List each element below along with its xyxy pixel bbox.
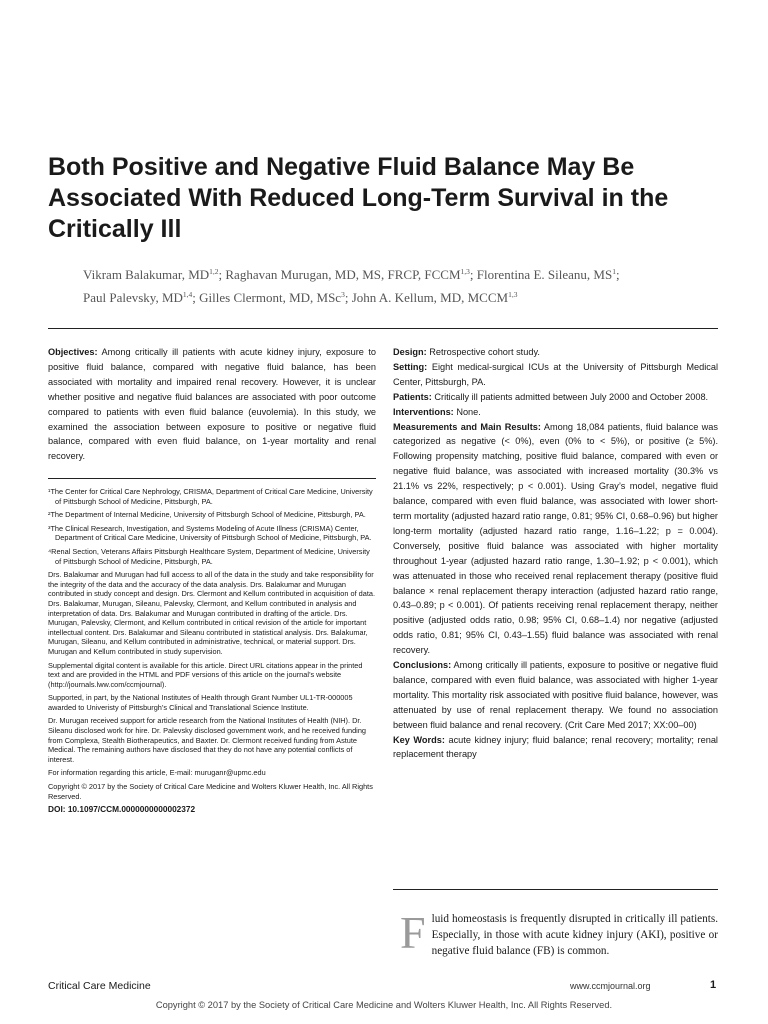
abstract-measurements	[393, 420, 718, 659]
abstract-keywords	[393, 733, 718, 763]
funding-note: Supported, in part, by the National Institutes of Health through Grant Number UL1-TR-000005 awarded to Univeristy of Pittsburgh’s Clinical and Translational Science Institute.	[48, 693, 353, 712]
author-affiliation: 1,3	[508, 290, 518, 299]
interventions-label: Interventions:	[393, 406, 454, 417]
design-text: Retrospective cohort study.	[429, 347, 540, 357]
author-line-2	[83, 286, 733, 309]
author-separator: ;	[615, 267, 620, 282]
author-affiliation: 1,4	[182, 290, 193, 299]
author-name: Vikram Balakumar, MD	[83, 267, 210, 282]
author-separator: ;	[344, 290, 352, 305]
copyright-note: Copyright © 2017 by the Society of Critical Care Medicine and Wolters Kluwer Health, Inc. All Rights Reserved.	[48, 782, 373, 801]
objectives-label: Objectives:	[48, 347, 98, 357]
author-separator: ;	[192, 290, 200, 305]
measurements-label: Measurements and Main Results:	[393, 421, 541, 432]
affiliation-3: ³The Clinical Research, Investigation, and Systems Modeling of Acute Illness (CRISMA) Center, Department of Critical Care Medicine, University of Pittsburgh School of Medicine, Pittsburgh, PA.	[48, 523, 372, 543]
page-number: 1	[710, 979, 717, 991]
keywords-label: Key Words:	[393, 734, 445, 745]
introduction-paragraph	[400, 907, 718, 959]
setting-label: Setting:	[393, 361, 428, 372]
contact-email: For information regarding this article, E-mail: muruganr@upmc.edu	[48, 768, 266, 778]
author-separator: ;	[218, 267, 226, 282]
author-list	[83, 263, 733, 309]
journal-name: Critical Care Medicine	[48, 980, 151, 992]
patients-text: Critically ill patients admitted between July 2000 and October 2008.	[434, 391, 709, 402]
author-name: Gilles Clermont, MD, MSc	[199, 290, 342, 305]
author-affiliation: 3	[341, 290, 345, 299]
author-name: Paul Palevsky, MD	[83, 290, 183, 305]
doi: DOI: 10.1097/CCM.0000000000002372	[48, 804, 196, 815]
abstract-conclusions	[393, 658, 718, 733]
author-affiliation: 1,2	[209, 267, 219, 276]
author-name: Florentina E. Sileanu, MS	[476, 267, 613, 282]
author-affiliation: 1	[612, 267, 616, 276]
affiliation-1: ¹The Center for Critical Care Nephrology, CRISMA, Department of Critical Care Medicine, University of Pittsburgh School of Medicine, Pittsburgh, PA.	[48, 487, 373, 506]
affiliation-4: ⁴Renal Section, Veterans Affairs Pittsburgh Healthcare System, Department of Medicine, University of Pittsburgh School of Medicine, Pittsburgh, PA.	[48, 546, 370, 566]
journal-url[interactable]: www.ccmjournal.org	[570, 981, 651, 991]
setting-text: Eight medical-surgical ICUs at the University of Pittsburgh Medical Center, Pittsburgh, PA.	[393, 361, 718, 387]
abstract-right-column	[393, 345, 718, 762]
design-label: Design:	[393, 347, 427, 357]
footnotes	[48, 487, 376, 819]
measurements-text: Among 18,084 patients, fluid balance was categorized as negative (< 0%), even (0% to < 5%), or positive (≥ 5%). Following propensity matching, positive fluid balance, compared with even or negative fluid balance, was associated with increased mortality (30.3% vs 21.1% vs 22%, respectively; p < 0.001). Using Gray’s model, negative fluid balance, compared with even fluid balance, was associated with lower short-term mortality (adjusted hazard ratio range, 0.81; 95% CI, 0.68–0.96) but higher long-term mortality (adjusted hazard ratio range, 1.16–1.22; p = 0.004). Conversely, positive fluid balance was associated with higher mortality throughout 1-year (adjusted hazard ratio range, 1.30–1.92; p < 0.001), which was attenuated in those who received renal replacement therapy (positive fluid balance × renal replacement therapy interaction (adjusted hazard ratio range, 0.43–0.89; p < 0.001). Of patients receiving renal replacement therapy, neither positive (adjusted odds ratio, 0.98; 95% CI, 0.68–1.4) nor negative (adjusted odds ratio, 0.81; 95% CI, 0.43–1.55) fluid balance was associated with renal recovery.	[393, 421, 719, 656]
abstract-objectives	[48, 345, 376, 464]
page-copyright: Copyright © 2017 by the Society of Critical Care Medicine and Wolters Kluwer Health, Inc. All Rights Reserved.	[155, 1000, 613, 1010]
objectives-text: Among critically ill patients with acute kidney injury, exposure to positive fluid balance, compared with negative fluid balance, has been associated with mortality and impaired renal recovery. However, it is unclear whether positive and negative fluid balances are associated with poor outcome compared to patients with even fluid balance (euvolemia). In this study, we examined the association between exposure to positive or negative fluid balance, compared with even fluid balance, on 1-year mortality and renal recovery.	[48, 347, 376, 462]
abstract-end-divider	[393, 889, 718, 890]
affiliation-2: ²The Department of Internal Medicine, University of Pittsburgh School of Medicine, Pittsburgh, PA.	[48, 510, 366, 520]
abstract-interventions	[393, 405, 718, 420]
abstract-patients	[393, 390, 718, 405]
abstract-footnote-divider	[48, 478, 376, 479]
header-divider	[48, 328, 718, 329]
author-name: Raghavan Murugan, MD, MS, FRCP, FCCM	[225, 267, 461, 282]
abstract-setting	[393, 360, 718, 390]
author-name: John A. Kellum, MD, MCCM	[351, 290, 509, 305]
author-contributions: Drs. Balakumar and Murugan had full access to all of the data in the study and take responsibility for the integrity of the data and the accuracy of the data analysis. Drs. Balakumar and Murugan contributed in study concept and design. Drs. Clermont and Kellum contributed in acquisition of data. Drs. Balakumar, Murugan, Sileanu, Palevsky, Clermont, and Kellum contributed in analysis and interpretation of data. Drs. Balakumar and Murugan contributed in drafting of the article. Drs. Murugan, Palevsky, Clermont, and Kellum contributed in critical revision of the article for important intellectual content. Drs. Balakumar and Sileanu contributed in statistical analysis. Drs. Balakumar, Murugan, Sileanu, and Kellum contributed in administrative, technical, or material support. Drs. Murugan and Kellum contributed in study supervision.	[48, 570, 375, 656]
supplemental-note: Supplemental digital content is available for this article. Direct URL citations appear in the printed text and are provided in the HTML and PDF versions of this article on the journal’s website (http://journals.lww.com/ccmjournal).	[48, 660, 363, 689]
author-line-1	[83, 263, 733, 286]
disclosures-note: Dr. Murugan received support for article research from the National Institutes of Health (NIH). Dr. Sileanu disclosed work for hire. Dr. Palevsky disclosed government work, and he received funding from Complexa, Stealth Biotherapeutics, and Baxter. Dr. Clermont received funding from Astute Medical. The remaining authors have disclosed that they do not have any potential conflicts of interest.	[48, 716, 366, 764]
abstract-design	[393, 345, 718, 360]
patients-label: Patients:	[393, 391, 432, 402]
introduction-text: luid homeostasis is frequently disrupted in critically ill patients. Especially, in those with acute kidney injury (AKI), positive or negative fluid balance (FB) is common.	[431, 913, 718, 957]
article-title: Both Positive and Negative Fluid Balance May Be Associated With Reduced Long-Term Survival in the Critically Ill	[48, 153, 669, 243]
drop-cap: F	[400, 907, 426, 958]
author-separator: ;	[469, 267, 477, 282]
conclusions-text: Among critically ill patients, exposure to positive or negative fluid balance, compared with even fluid balance, was associated with higher 1-year mortality. This mortality risk associated with positive fluid balance, however, was attenuated by use of renal replacement therapy. We found no association between fluid balance and renal recovery. (Crit Care Med 2017; XX:00–00)	[393, 660, 718, 730]
author-affiliation: 1,3	[460, 267, 470, 276]
conclusions-label: Conclusions:	[393, 660, 452, 671]
keywords-text: acute kidney injury; fluid balance; renal recovery; mortality; renal replacement therapy	[393, 734, 718, 760]
interventions-text: None.	[456, 406, 481, 417]
